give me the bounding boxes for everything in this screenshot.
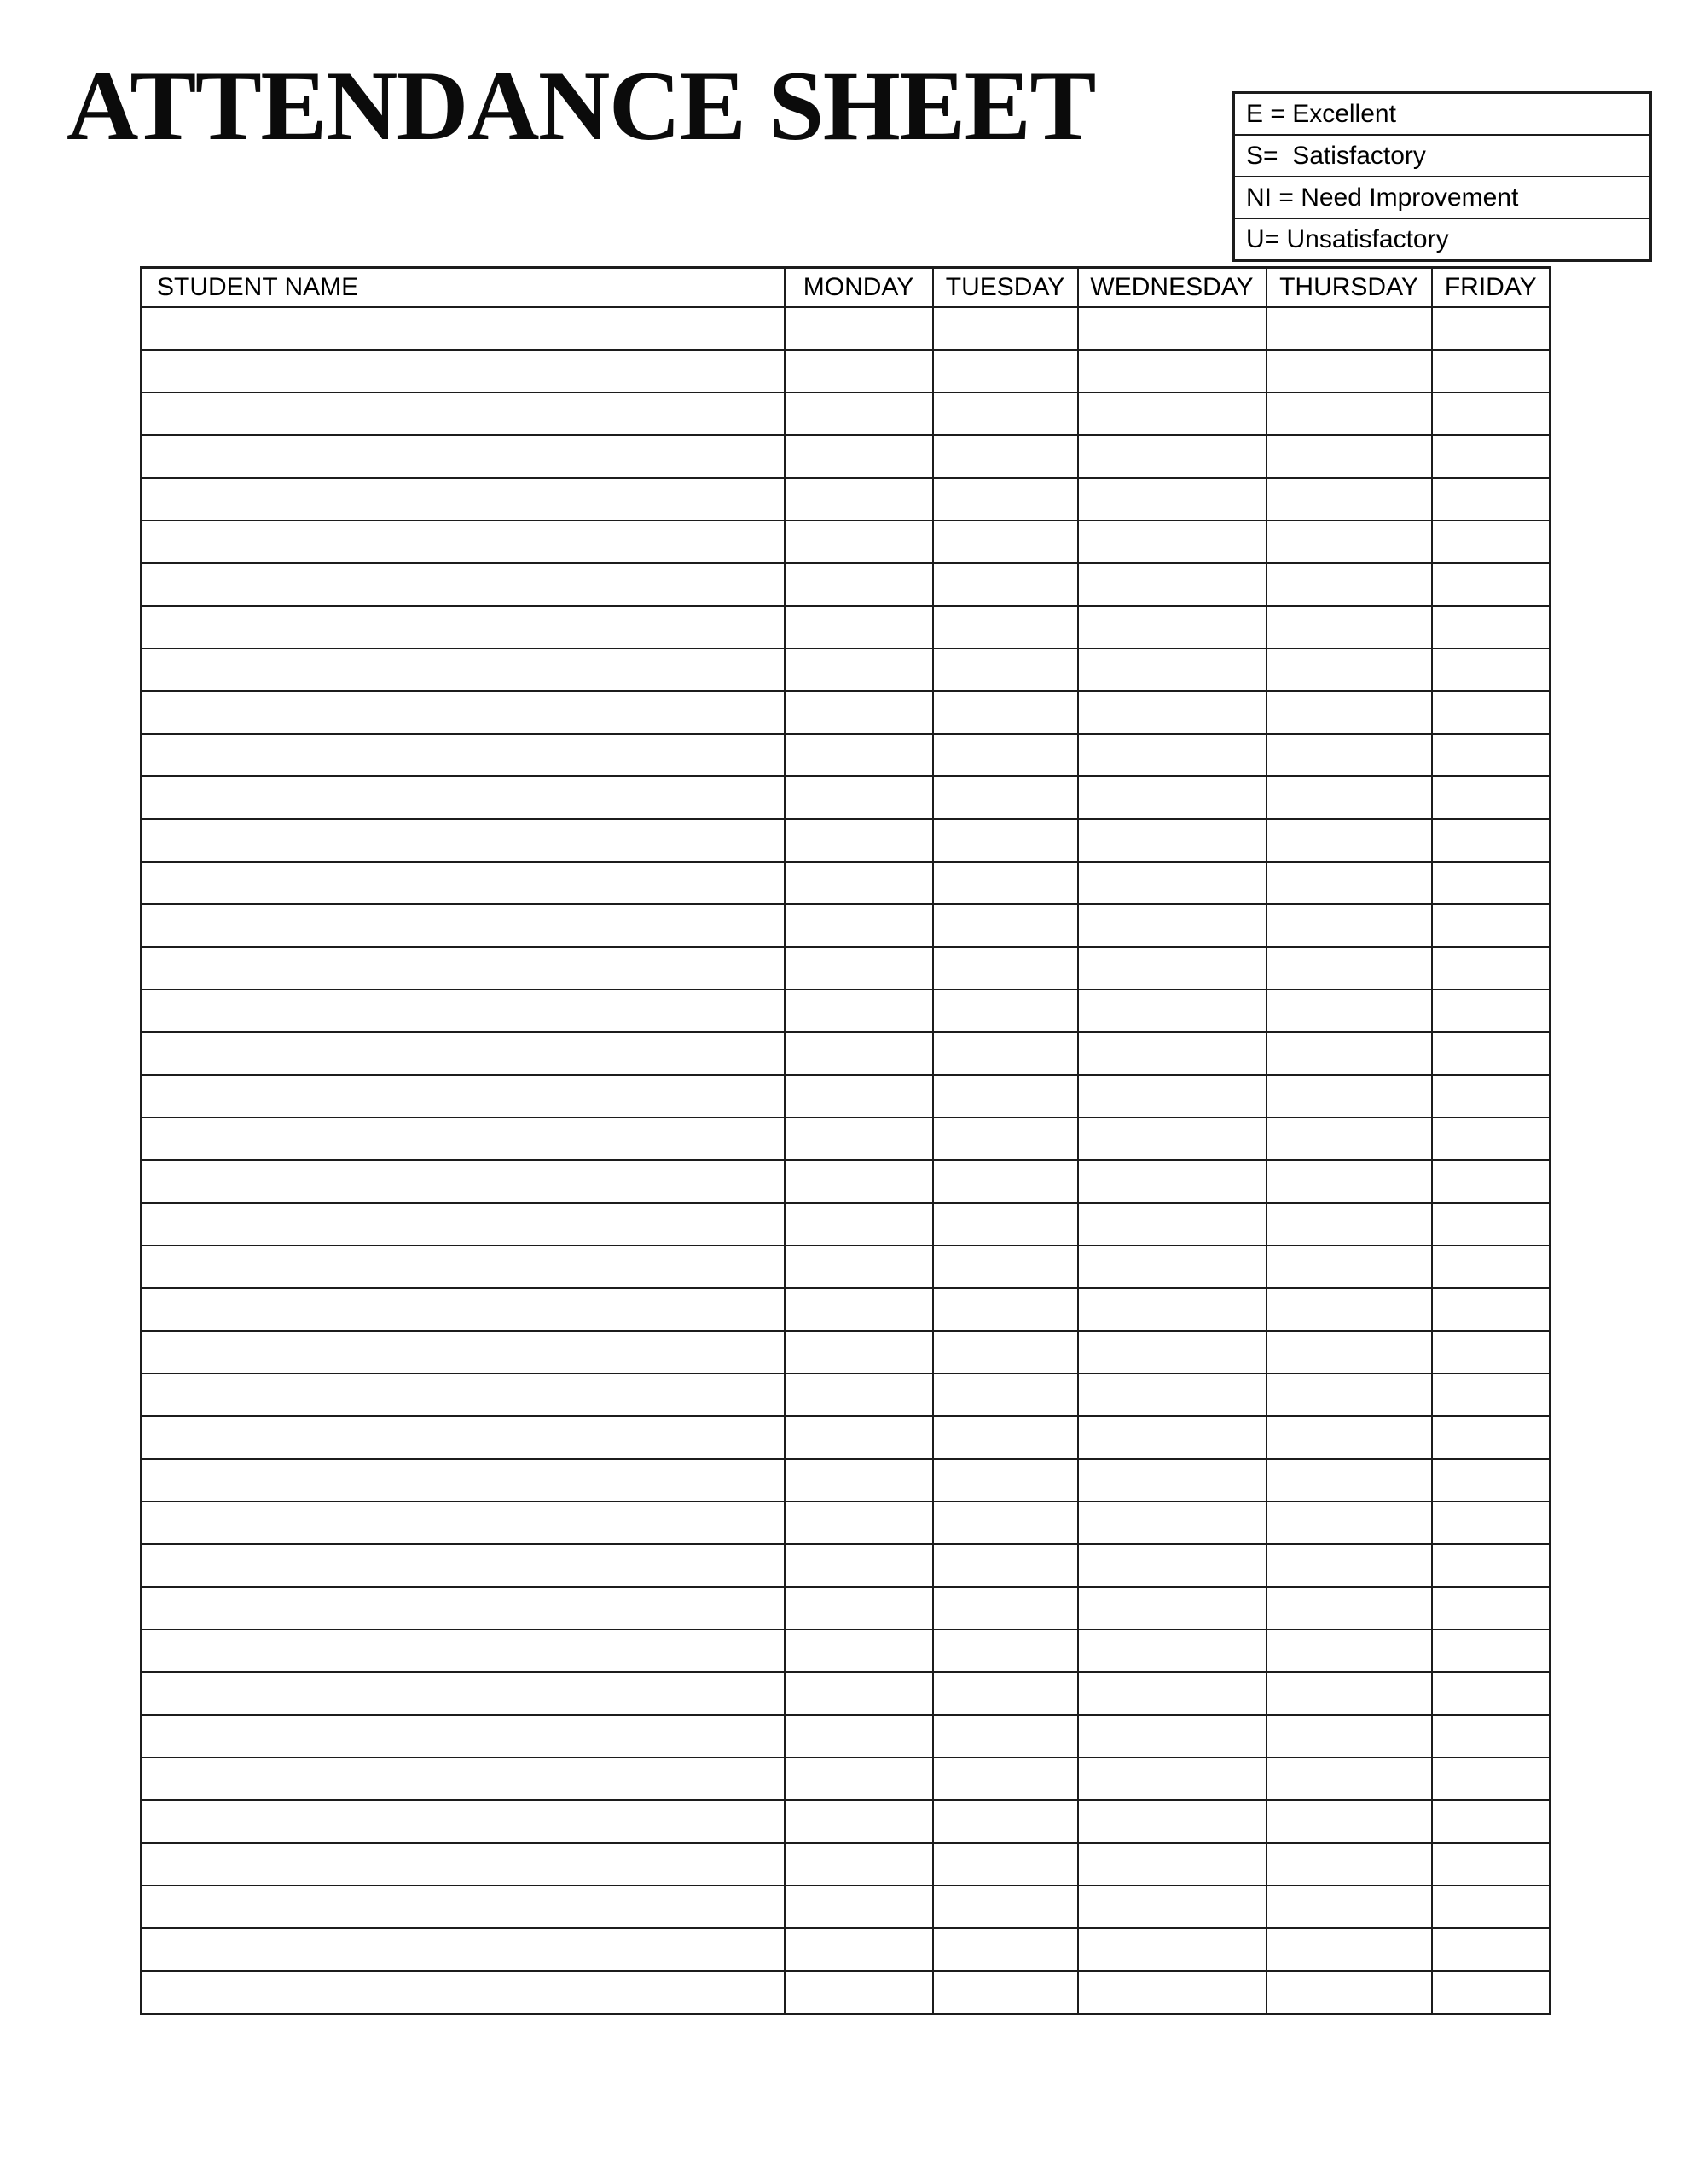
attendance-cell[interactable] [1078, 1374, 1267, 1416]
attendance-cell[interactable] [933, 819, 1078, 862]
student-name-cell[interactable] [142, 1331, 785, 1374]
table-row [142, 734, 1551, 776]
attendance-cell[interactable] [785, 1715, 933, 1757]
student-name-cell[interactable] [142, 606, 785, 648]
attendance-cell[interactable] [933, 1416, 1078, 1459]
table-row [142, 392, 1551, 435]
attendance-cell[interactable] [933, 1757, 1078, 1800]
table-row [142, 350, 1551, 392]
attendance-cell[interactable] [933, 904, 1078, 947]
attendance-cell[interactable] [1432, 1203, 1551, 1246]
attendance-cell[interactable] [785, 1374, 933, 1416]
attendance-cell[interactable] [933, 734, 1078, 776]
attendance-cell[interactable] [1432, 1075, 1551, 1118]
attendance-cell[interactable] [1432, 1032, 1551, 1075]
table-row [142, 947, 1551, 990]
table-row [142, 990, 1551, 1032]
table-row [142, 1502, 1551, 1544]
attendance-cell[interactable] [1078, 904, 1267, 947]
attendance-cell[interactable] [1432, 1416, 1551, 1459]
attendance-cell[interactable] [785, 1160, 933, 1203]
attendance-cell[interactable] [1078, 990, 1267, 1032]
student-name-cell[interactable] [142, 862, 785, 904]
attendance-cell[interactable] [1267, 691, 1432, 734]
attendance-cell[interactable] [785, 1544, 933, 1587]
attendance-cell[interactable] [933, 691, 1078, 734]
legend-item-label: U= Unsatisfactory [1246, 224, 1449, 253]
attendance-cell[interactable] [1078, 606, 1267, 648]
attendance-cell[interactable] [1432, 1885, 1551, 1928]
attendance-cell[interactable] [1432, 947, 1551, 990]
attendance-cell[interactable] [1432, 1971, 1551, 2014]
attendance-cell[interactable] [785, 1502, 933, 1544]
attendance-cell[interactable] [1267, 1715, 1432, 1757]
attendance-cell[interactable] [785, 520, 933, 563]
student-name-cell[interactable] [142, 1160, 785, 1203]
attendance-cell[interactable] [1432, 1502, 1551, 1544]
attendance-cell[interactable] [933, 1502, 1078, 1544]
attendance-cell[interactable] [785, 904, 933, 947]
attendance-cell[interactable] [1267, 1587, 1432, 1629]
table-row [142, 1075, 1551, 1118]
attendance-cell[interactable] [1078, 1885, 1267, 1928]
attendance-cell[interactable] [1267, 648, 1432, 691]
student-name-cell[interactable] [142, 947, 785, 990]
attendance-cell[interactable] [933, 1032, 1078, 1075]
attendance-cell[interactable] [1078, 734, 1267, 776]
attendance-cell[interactable] [785, 1075, 933, 1118]
attendance-cell[interactable] [933, 1971, 1078, 2014]
attendance-cell[interactable] [785, 1843, 933, 1885]
attendance-cell[interactable] [1267, 819, 1432, 862]
attendance-cell[interactable] [933, 520, 1078, 563]
table-row [142, 1971, 1551, 2014]
student-name-cell[interactable] [142, 819, 785, 862]
attendance-cell[interactable] [1267, 606, 1432, 648]
attendance-cell[interactable] [1267, 904, 1432, 947]
attendance-cell[interactable] [1267, 1800, 1432, 1843]
student-name-cell[interactable] [142, 1843, 785, 1885]
attendance-cell[interactable] [1078, 1928, 1267, 1971]
student-name-cell[interactable] [142, 1416, 785, 1459]
attendance-cell[interactable] [1267, 1885, 1432, 1928]
attendance-cell[interactable] [1267, 1075, 1432, 1118]
attendance-cell[interactable] [1267, 862, 1432, 904]
student-name-cell[interactable] [142, 563, 785, 606]
student-name-cell[interactable] [142, 1928, 785, 1971]
attendance-cell[interactable] [933, 1544, 1078, 1587]
attendance-cell[interactable] [1432, 435, 1551, 478]
student-name-cell[interactable] [142, 1587, 785, 1629]
table-row [142, 1544, 1551, 1587]
table-row [142, 1374, 1551, 1416]
attendance-cell[interactable] [1078, 1075, 1267, 1118]
attendance-cell[interactable] [1432, 1757, 1551, 1800]
attendance-cell[interactable] [933, 1800, 1078, 1843]
attendance-cell[interactable] [1078, 1544, 1267, 1587]
table-row [142, 648, 1551, 691]
attendance-cell[interactable] [785, 563, 933, 606]
legend-box [1232, 91, 1652, 262]
attendance-cell[interactable] [933, 1374, 1078, 1416]
attendance-cell[interactable] [1267, 350, 1432, 392]
attendance-cell[interactable] [1432, 990, 1551, 1032]
attendance-cell[interactable] [1267, 1629, 1432, 1672]
attendance-cell[interactable] [1267, 1160, 1432, 1203]
student-name-cell[interactable] [142, 691, 785, 734]
table-row [142, 1203, 1551, 1246]
attendance-cell[interactable] [1432, 691, 1551, 734]
attendance-cell[interactable] [1267, 1672, 1432, 1715]
attendance-cell[interactable] [933, 862, 1078, 904]
attendance-cell[interactable] [1078, 1672, 1267, 1715]
attendance-cell[interactable] [1078, 1502, 1267, 1544]
student-name-cell[interactable] [142, 392, 785, 435]
attendance-cell[interactable] [1267, 1374, 1432, 1416]
attendance-cell[interactable] [1078, 1160, 1267, 1203]
attendance-cell[interactable] [1078, 520, 1267, 563]
table-row [142, 819, 1551, 862]
table-row [142, 691, 1551, 734]
attendance-cell[interactable] [785, 1118, 933, 1160]
table-row [142, 606, 1551, 648]
attendance-cell[interactable] [1432, 1160, 1551, 1203]
attendance-cell[interactable] [1432, 350, 1551, 392]
attendance-cell[interactable] [1432, 1928, 1551, 1971]
attendance-cell[interactable] [785, 1246, 933, 1288]
attendance-cell[interactable] [785, 1672, 933, 1715]
attendance-cell[interactable] [1432, 1629, 1551, 1672]
student-name-cell[interactable] [142, 1971, 785, 2014]
attendance-cell[interactable] [1432, 563, 1551, 606]
student-name-cell[interactable] [142, 1288, 785, 1331]
attendance-cell[interactable] [1078, 1971, 1267, 2014]
student-name-cell[interactable] [142, 520, 785, 563]
attendance-cell[interactable] [1267, 478, 1432, 520]
attendance-cell[interactable] [785, 691, 933, 734]
attendance-cell[interactable] [933, 1629, 1078, 1672]
attendance-cell[interactable] [1432, 819, 1551, 862]
attendance-cell[interactable] [1267, 1757, 1432, 1800]
attendance-cell[interactable] [1078, 1715, 1267, 1757]
attendance-cell[interactable] [933, 1928, 1078, 1971]
table-row [142, 1629, 1551, 1672]
student-name-cell[interactable] [142, 1800, 785, 1843]
table-row [142, 1118, 1551, 1160]
attendance-cell[interactable] [933, 990, 1078, 1032]
student-name-cell[interactable] [142, 1544, 785, 1587]
attendance-cell[interactable] [1267, 1971, 1432, 2014]
attendance-cell[interactable] [1078, 1118, 1267, 1160]
table-row [142, 1587, 1551, 1629]
attendance-cell[interactable] [933, 435, 1078, 478]
table-row [142, 1288, 1551, 1331]
attendance-cell[interactable] [1267, 1246, 1432, 1288]
student-name-cell[interactable] [142, 904, 785, 947]
attendance-cell[interactable] [1432, 1118, 1551, 1160]
attendance-cell[interactable] [933, 563, 1078, 606]
table-row [142, 435, 1551, 478]
attendance-cell[interactable] [1432, 904, 1551, 947]
attendance-cell[interactable] [933, 1587, 1078, 1629]
attendance-cell[interactable] [785, 1288, 933, 1331]
attendance-cell[interactable] [785, 307, 933, 350]
attendance-cell[interactable] [785, 648, 933, 691]
attendance-cell[interactable] [1432, 307, 1551, 350]
attendance-cell[interactable] [1267, 1118, 1432, 1160]
attendance-cell[interactable] [1267, 435, 1432, 478]
table-header-row [142, 268, 1551, 308]
attendance-cell[interactable] [785, 478, 933, 520]
table-row [142, 1715, 1551, 1757]
attendance-cell[interactable] [933, 1203, 1078, 1246]
column-header-wednesday: WEDNESDAY [1078, 268, 1267, 308]
table-row [142, 1928, 1551, 1971]
attendance-cell[interactable] [1432, 520, 1551, 563]
attendance-cell[interactable] [1078, 1331, 1267, 1374]
student-name-cell[interactable] [142, 435, 785, 478]
attendance-cell[interactable] [1078, 478, 1267, 520]
attendance-cell[interactable] [933, 1672, 1078, 1715]
attendance-cell[interactable] [1432, 1843, 1551, 1885]
legend-item [1235, 176, 1649, 218]
student-name-cell[interactable] [142, 1715, 785, 1757]
student-name-cell[interactable] [142, 734, 785, 776]
attendance-cell[interactable] [1267, 1928, 1432, 1971]
table-row [142, 1032, 1551, 1075]
student-name-cell[interactable] [142, 990, 785, 1032]
attendance-cell[interactable] [1267, 1288, 1432, 1331]
legend-item-label: NI = Need Improvement [1246, 183, 1519, 212]
attendance-cell[interactable] [933, 307, 1078, 350]
table-row [142, 563, 1551, 606]
table-row [142, 478, 1551, 520]
attendance-cell[interactable] [1078, 1416, 1267, 1459]
student-name-cell[interactable] [142, 1629, 785, 1672]
attendance-cell[interactable] [1432, 1246, 1551, 1288]
student-name-cell[interactable] [142, 776, 785, 819]
legend-item-label: S= Satisfactory [1246, 141, 1426, 170]
student-name-cell[interactable] [142, 1032, 785, 1075]
attendance-cell[interactable] [933, 776, 1078, 819]
student-name-cell[interactable] [142, 1203, 785, 1246]
legend-item [1235, 134, 1649, 176]
attendance-cell[interactable] [1267, 392, 1432, 435]
attendance-cell[interactable] [1078, 1032, 1267, 1075]
attendance-cell[interactable] [785, 1629, 933, 1672]
attendance-cell[interactable] [785, 1416, 933, 1459]
student-name-cell[interactable] [142, 1118, 785, 1160]
attendance-cell[interactable] [933, 1288, 1078, 1331]
student-name-cell[interactable] [142, 1885, 785, 1928]
attendance-cell[interactable] [933, 1246, 1078, 1288]
attendance-cell[interactable] [1432, 1715, 1551, 1757]
page-title: ATTENDANCE SHEET [67, 51, 1095, 161]
attendance-cell[interactable] [1078, 1800, 1267, 1843]
table-row [142, 1672, 1551, 1715]
attendance-cell[interactable] [933, 1160, 1078, 1203]
column-header-tuesday: TUESDAY [933, 268, 1078, 308]
student-name-cell[interactable] [142, 350, 785, 392]
table-row [142, 307, 1551, 350]
student-name-cell[interactable] [142, 478, 785, 520]
student-name-cell[interactable] [142, 1075, 785, 1118]
legend-item-label: E = Excellent [1246, 99, 1396, 128]
attendance-cell[interactable] [933, 606, 1078, 648]
attendance-cell[interactable] [1432, 478, 1551, 520]
attendance-cell[interactable] [933, 1075, 1078, 1118]
table-row [142, 1160, 1551, 1203]
student-name-cell[interactable] [142, 1246, 785, 1288]
attendance-cell[interactable] [1267, 307, 1432, 350]
attendance-cell[interactable] [1267, 1203, 1432, 1246]
attendance-cell[interactable] [785, 1032, 933, 1075]
attendance-cell[interactable] [785, 819, 933, 862]
attendance-cell[interactable] [1432, 1374, 1551, 1416]
attendance-cell[interactable] [1432, 606, 1551, 648]
table-row [142, 1757, 1551, 1800]
attendance-cell[interactable] [1432, 776, 1551, 819]
column-header-thursday: THURSDAY [1267, 268, 1432, 308]
student-name-cell[interactable] [142, 1374, 785, 1416]
attendance-cell[interactable] [1267, 1843, 1432, 1885]
attendance-cell[interactable] [1267, 776, 1432, 819]
attendance-cell[interactable] [785, 862, 933, 904]
attendance-cell[interactable] [933, 1885, 1078, 1928]
attendance-cell[interactable] [1432, 1800, 1551, 1843]
attendance-cell[interactable] [1432, 862, 1551, 904]
attendance-cell[interactable] [933, 1459, 1078, 1502]
attendance-cell[interactable] [1267, 1502, 1432, 1544]
attendance-cell[interactable] [1432, 648, 1551, 691]
attendance-cell[interactable] [785, 435, 933, 478]
attendance-cell[interactable] [933, 1118, 1078, 1160]
table-row [142, 1843, 1551, 1885]
attendance-cell[interactable] [1078, 435, 1267, 478]
attendance-cell[interactable] [1078, 307, 1267, 350]
attendance-table [140, 266, 1551, 2015]
table-row [142, 1331, 1551, 1374]
attendance-cell[interactable] [933, 648, 1078, 691]
attendance-cell[interactable] [933, 1843, 1078, 1885]
table-row [142, 862, 1551, 904]
student-name-cell[interactable] [142, 1459, 785, 1502]
attendance-cell[interactable] [785, 734, 933, 776]
column-header-student-name: STUDENT NAME [142, 268, 785, 308]
attendance-cell[interactable] [785, 1885, 933, 1928]
attendance-cell[interactable] [1078, 776, 1267, 819]
attendance-cell[interactable] [785, 350, 933, 392]
attendance-cell[interactable] [1432, 1672, 1551, 1715]
attendance-cell[interactable] [1432, 1459, 1551, 1502]
attendance-cell[interactable] [933, 1715, 1078, 1757]
attendance-cell[interactable] [1078, 1629, 1267, 1672]
legend-item [1235, 94, 1649, 134]
attendance-cell[interactable] [785, 1800, 933, 1843]
attendance-cell[interactable] [1078, 563, 1267, 606]
attendance-cell[interactable] [1267, 563, 1432, 606]
attendance-cell[interactable] [785, 990, 933, 1032]
table-row [142, 520, 1551, 563]
attendance-cell[interactable] [1078, 1757, 1267, 1800]
attendance-cell[interactable] [1078, 862, 1267, 904]
attendance-cell[interactable] [785, 1587, 933, 1629]
column-header-monday: MONDAY [785, 268, 933, 308]
table-row [142, 1459, 1551, 1502]
table-row [142, 1246, 1551, 1288]
attendance-cell[interactable] [1267, 520, 1432, 563]
attendance-cell[interactable] [785, 606, 933, 648]
table-row [142, 1416, 1551, 1459]
student-name-cell[interactable] [142, 1672, 785, 1715]
attendance-cell[interactable] [1267, 1032, 1432, 1075]
attendance-cell[interactable] [1432, 1331, 1551, 1374]
student-name-cell[interactable] [142, 307, 785, 350]
attendance-cell[interactable] [1078, 648, 1267, 691]
attendance-cell[interactable] [785, 1203, 933, 1246]
student-name-cell[interactable] [142, 648, 785, 691]
attendance-cell[interactable] [785, 1459, 933, 1502]
legend-item [1235, 218, 1649, 259]
attendance-cell[interactable] [1078, 819, 1267, 862]
attendance-cell[interactable] [1267, 1544, 1432, 1587]
attendance-cell[interactable] [933, 478, 1078, 520]
attendance-cell[interactable] [785, 1971, 933, 2014]
attendance-cell[interactable] [1078, 350, 1267, 392]
table-row [142, 1885, 1551, 1928]
attendance-cell[interactable] [1267, 947, 1432, 990]
attendance-cell[interactable] [1078, 1587, 1267, 1629]
attendance-cell[interactable] [1267, 1459, 1432, 1502]
attendance-cell[interactable] [1432, 392, 1551, 435]
attendance-cell[interactable] [785, 947, 933, 990]
attendance-cell[interactable] [1432, 1544, 1551, 1587]
attendance-cell[interactable] [1078, 1288, 1267, 1331]
attendance-cell[interactable] [785, 1928, 933, 1971]
attendance-cell[interactable] [1267, 734, 1432, 776]
attendance-cell[interactable] [1267, 990, 1432, 1032]
attendance-cell[interactable] [933, 1331, 1078, 1374]
table-row [142, 776, 1551, 819]
attendance-cell[interactable] [933, 392, 1078, 435]
attendance-cell[interactable] [1078, 1203, 1267, 1246]
student-name-cell[interactable] [142, 1502, 785, 1544]
attendance-cell[interactable] [933, 947, 1078, 990]
attendance-cell[interactable] [1432, 734, 1551, 776]
attendance-cell[interactable] [933, 350, 1078, 392]
attendance-cell[interactable] [785, 1331, 933, 1374]
attendance-cell[interactable] [785, 392, 933, 435]
attendance-cell[interactable] [1078, 1843, 1267, 1885]
attendance-cell[interactable] [785, 776, 933, 819]
attendance-cell[interactable] [1432, 1288, 1551, 1331]
attendance-cell[interactable] [1267, 1331, 1432, 1374]
attendance-cell[interactable] [1078, 1246, 1267, 1288]
table-row [142, 1800, 1551, 1843]
attendance-cell[interactable] [1078, 947, 1267, 990]
column-header-friday: FRIDAY [1432, 268, 1551, 308]
attendance-cell[interactable] [1267, 1416, 1432, 1459]
attendance-cell[interactable] [1078, 691, 1267, 734]
attendance-cell[interactable] [1078, 1459, 1267, 1502]
attendance-cell[interactable] [1432, 1587, 1551, 1629]
student-name-cell[interactable] [142, 1757, 785, 1800]
attendance-cell[interactable] [785, 1757, 933, 1800]
attendance-cell[interactable] [1078, 392, 1267, 435]
table-row [142, 904, 1551, 947]
